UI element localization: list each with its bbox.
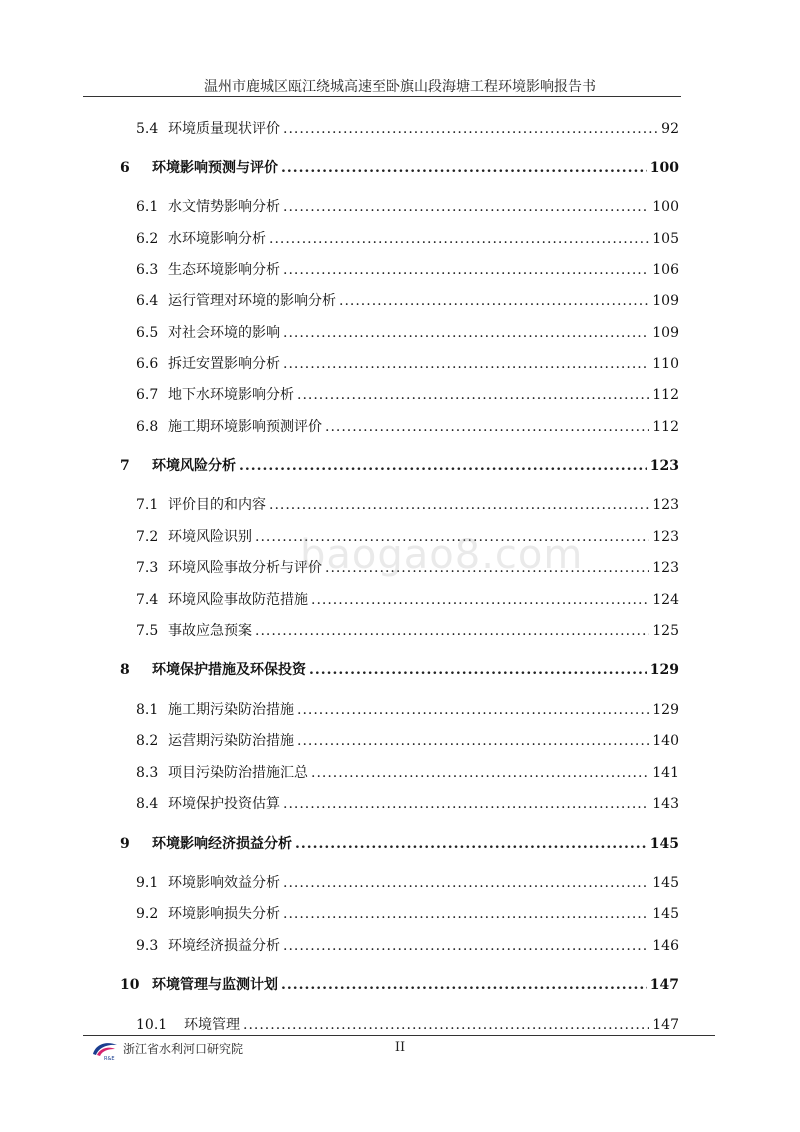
- toc-entry-page: 109: [652, 293, 679, 309]
- toc-entry[interactable]: [136, 903, 679, 925]
- toc-entry-page: 124: [652, 592, 679, 608]
- toc-entry[interactable]: [136, 290, 679, 312]
- toc-entry-number: 7: [120, 458, 130, 474]
- toc-entry-title: 施工期环境影响预测评价: [168, 419, 322, 435]
- toc-leader-dots: [269, 231, 649, 247]
- toc-leader-dots: [283, 356, 649, 372]
- toc-leader-dots: [295, 836, 647, 852]
- toc-entry-page: 143: [652, 796, 679, 812]
- toc-leader-dots: [283, 121, 658, 137]
- toc-entry[interactable]: [136, 196, 679, 218]
- toc-entry-page: 141: [652, 765, 679, 781]
- toc-entry-title: 水文情势影响分析: [168, 199, 280, 215]
- toc-entry-title: 环境保护措施及环保投资: [152, 662, 306, 678]
- toc-entry-title: 事故应急预案: [168, 623, 252, 639]
- toc-entry-number: 6: [120, 160, 130, 176]
- header-divider: [83, 96, 681, 97]
- toc-entry-title: 对社会环境的影响: [168, 325, 280, 341]
- toc-entry-page: 109: [652, 325, 679, 341]
- watermark-text: baogao8.com: [300, 532, 584, 578]
- toc-leader-dots: [283, 262, 649, 278]
- toc-entry-number: 8.1: [136, 702, 159, 718]
- toc-entry[interactable]: [120, 974, 679, 996]
- toc-leader-dots: [283, 875, 649, 891]
- toc-leader-dots: [269, 497, 649, 513]
- toc-leader-dots: [325, 419, 649, 435]
- toc-entry[interactable]: [136, 589, 679, 611]
- toc-entry-page: 145: [652, 906, 679, 922]
- toc-entry-page: 146: [652, 938, 679, 954]
- toc-entry[interactable]: [120, 659, 679, 681]
- toc-entry-title: 环境管理与监测计划: [152, 977, 278, 993]
- toc-entry[interactable]: [136, 1014, 679, 1036]
- toc-entry-title: 环境经济损益分析: [168, 938, 280, 954]
- toc-entry-number: 7.3: [136, 560, 159, 576]
- toc-entry-title: 环境影响预测与评价: [152, 160, 278, 176]
- toc-entry-number: 9.2: [136, 906, 159, 922]
- toc-entry-page: 100: [649, 160, 679, 176]
- toc-entry-title: 环境风险事故分析与评价: [168, 560, 322, 576]
- toc-entry-page: 147: [652, 1017, 679, 1033]
- toc-entry-page: 123: [652, 529, 679, 545]
- toc-leader-dots: [325, 560, 649, 576]
- toc-entry-title: 环境风险识别: [168, 529, 252, 545]
- toc-entry-page: 129: [652, 702, 679, 718]
- toc-entry[interactable]: [136, 872, 679, 894]
- toc-entry[interactable]: [136, 935, 679, 957]
- toc-entry[interactable]: [136, 526, 679, 548]
- toc-entry-title: 施工期污染防治措施: [168, 702, 294, 718]
- toc-entry-number: 6.3: [136, 262, 159, 278]
- toc-entry-page: 129: [649, 662, 679, 678]
- toc-entry-page: 123: [652, 560, 679, 576]
- toc-entry[interactable]: [120, 833, 679, 855]
- footer-organization: 浙江省水利河口研究院: [123, 1042, 244, 1056]
- toc-leader-dots: [311, 765, 649, 781]
- toc-entry-page: 110: [652, 356, 679, 372]
- toc-entry-number: 8.3: [136, 765, 159, 781]
- toc-entry-number: 10: [120, 977, 140, 993]
- toc-entry-number: 7.5: [136, 623, 159, 639]
- toc-leader-dots: [255, 623, 649, 639]
- toc-entry-page: 145: [649, 836, 679, 852]
- toc-entry-number: 6.8: [136, 419, 159, 435]
- toc-entry-title: 环境影响经济损益分析: [152, 836, 292, 852]
- toc-leader-dots: [243, 1017, 649, 1033]
- toc-entry[interactable]: [136, 259, 679, 281]
- toc-leader-dots: [339, 293, 649, 309]
- toc-leader-dots: [283, 199, 649, 215]
- toc-leader-dots: [281, 160, 647, 176]
- toc-entry[interactable]: [136, 494, 679, 516]
- toc-entry-number: 6.5: [136, 325, 159, 341]
- toc-entry-title: 水环境影响分析: [168, 231, 266, 247]
- toc-entry-title: 环境质量现状评价: [168, 121, 280, 137]
- toc-entry-title: 评价目的和内容: [168, 497, 266, 513]
- toc-entry[interactable]: [136, 793, 679, 815]
- toc-entry[interactable]: [136, 762, 679, 784]
- toc-entry-title: 地下水环境影响分析: [168, 387, 294, 403]
- toc-entry-title: 生态环境影响分析: [168, 262, 280, 278]
- toc-leader-dots: [297, 387, 649, 403]
- toc-entry-number: 6.2: [136, 231, 159, 247]
- toc-entry-page: 123: [649, 458, 679, 474]
- toc-entry-page: 112: [652, 419, 679, 435]
- toc-entry[interactable]: [136, 699, 679, 721]
- toc-entry-number: 5.4: [136, 121, 159, 137]
- footer-divider: [83, 1035, 715, 1036]
- toc-entry-page: 140: [652, 733, 679, 749]
- toc-entry-title: 环境影响损失分析: [168, 906, 280, 922]
- toc-entry-number: 6.6: [136, 356, 159, 372]
- toc-entry[interactable]: [120, 455, 679, 477]
- toc-entry-page: 92: [661, 121, 679, 137]
- toc-entry-title: 运行管理对环境的影响分析: [168, 293, 336, 309]
- toc-entry-title: 环境风险事故防范措施: [168, 592, 308, 608]
- page-header-title: 温州市鹿城区瓯江绕城高速至卧旗山段海塘工程环境影响报告书: [204, 79, 596, 95]
- toc-leader-dots: [297, 733, 649, 749]
- toc-entry-number: 9.1: [136, 875, 159, 891]
- toc-entry-page: 106: [652, 262, 679, 278]
- toc-leader-dots: [283, 938, 649, 954]
- toc-entry-page: 105: [652, 231, 679, 247]
- toc-leader-dots: [283, 906, 649, 922]
- toc-entry-number: 6.4: [136, 293, 159, 309]
- toc-entry-number: 10.1: [136, 1017, 168, 1033]
- toc-entry-number: 8: [120, 662, 130, 678]
- toc-leader-dots: [281, 977, 647, 993]
- toc-entry-number: 8.4: [136, 796, 159, 812]
- toc-entry-page: 145: [652, 875, 679, 891]
- toc-leader-dots: [311, 592, 649, 608]
- toc-entry-title: 环境保护投资估算: [168, 796, 280, 812]
- toc-entry-number: 9.3: [136, 938, 159, 954]
- toc-entry[interactable]: [136, 730, 679, 752]
- toc-entry[interactable]: [136, 322, 679, 344]
- toc-entry-number: 7.4: [136, 592, 159, 608]
- toc-entry-number: 6.1: [136, 199, 159, 215]
- toc-entry[interactable]: [136, 620, 679, 642]
- toc-entry-page: 100: [652, 199, 679, 215]
- toc-leader-dots: [283, 796, 649, 812]
- toc-entry[interactable]: [136, 384, 679, 406]
- toc-entry-number: 6.7: [136, 387, 159, 403]
- toc-entry-number: 7.2: [136, 529, 159, 545]
- toc-entry-title: 项目污染防治措施汇总: [168, 765, 308, 781]
- toc-entry-page: 123: [652, 497, 679, 513]
- footer-page-number: II: [394, 1040, 406, 1055]
- toc-entry-title: 环境影响效益分析: [168, 875, 280, 891]
- toc-entry[interactable]: [136, 118, 679, 140]
- toc-entry[interactable]: [136, 353, 679, 375]
- toc-entry[interactable]: [120, 157, 679, 179]
- logo-lettering: R&E: [104, 1056, 115, 1062]
- toc-entry-page: 147: [649, 977, 679, 993]
- toc-entry-page: 125: [652, 623, 679, 639]
- toc-entry[interactable]: [136, 557, 679, 579]
- toc-entry[interactable]: [136, 416, 679, 438]
- toc-entry-page: 112: [652, 387, 679, 403]
- toc-entry-title: 运营期污染防治措施: [168, 733, 294, 749]
- toc-entry-title: 环境风险分析: [152, 458, 236, 474]
- toc-leader-dots: [297, 702, 649, 718]
- toc-leader-dots: [309, 662, 647, 678]
- toc-entry-number: 8.2: [136, 733, 159, 749]
- toc-entry-title: 拆迁安置影响分析: [168, 356, 280, 372]
- toc-leader-dots: [283, 325, 649, 341]
- toc-leader-dots: [239, 458, 647, 474]
- toc-entry-number: 7.1: [136, 497, 159, 513]
- toc-entry[interactable]: [136, 228, 679, 250]
- toc-entry-title: 环境管理: [184, 1017, 240, 1033]
- toc-entry-number: 9: [120, 836, 130, 852]
- toc-leader-dots: [255, 529, 649, 545]
